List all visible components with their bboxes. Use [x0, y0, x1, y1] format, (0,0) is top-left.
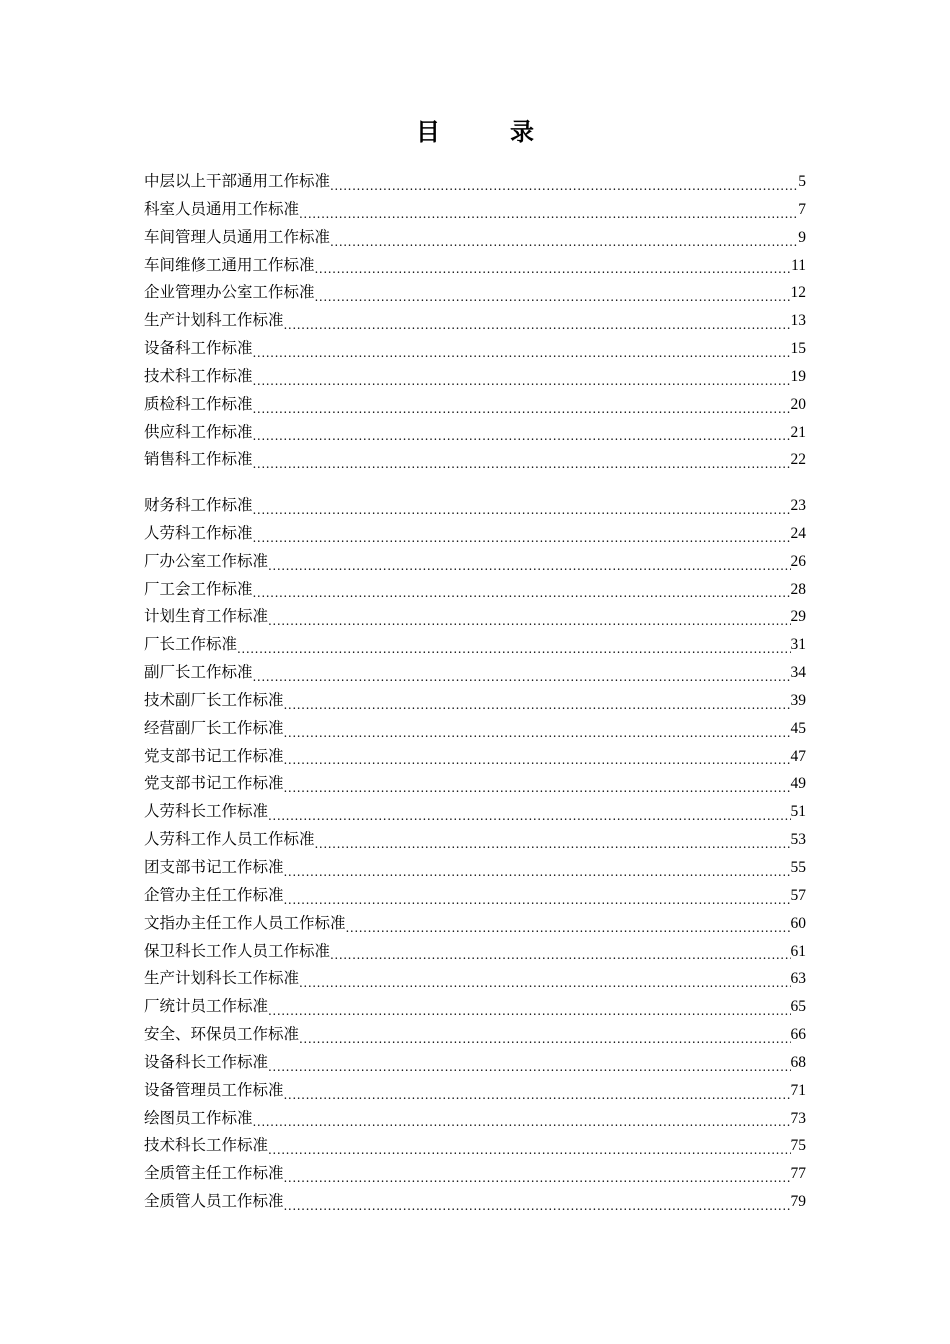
toc-entry-label: 党支部书记工作标准 — [144, 746, 284, 765]
toc-entry[interactable] — [144, 659, 806, 687]
toc-entry-label: 质检科工作标准 — [144, 394, 253, 413]
toc-entry[interactable] — [144, 743, 806, 771]
toc-entry[interactable] — [144, 826, 806, 854]
toc-dot-leader — [268, 1132, 790, 1160]
toc-dot-leader — [253, 659, 791, 687]
toc-entry-page-number: 63 — [790, 970, 806, 988]
toc-entry-label: 副厂长工作标准 — [144, 663, 253, 682]
toc-entry[interactable] — [144, 1160, 806, 1188]
toc-dot-leader — [299, 1021, 790, 1049]
toc-entry-page-number: 51 — [790, 803, 806, 821]
toc-entry[interactable] — [144, 1188, 806, 1216]
toc-entry[interactable] — [144, 687, 806, 715]
toc-entry-label: 车间维修工通用工作标准 — [144, 255, 315, 274]
toc-entry[interactable] — [144, 910, 806, 938]
toc-dot-leader — [268, 798, 790, 826]
toc-entry-page-number: 55 — [790, 858, 806, 876]
toc-group-second — [144, 492, 806, 1216]
page-title-char-1: 目 — [416, 117, 440, 146]
toc-entry-label: 厂办公室工作标准 — [144, 551, 269, 570]
toc-entry[interactable] — [144, 576, 806, 604]
toc-entry-label: 生产计划科长工作标准 — [144, 969, 300, 988]
toc-dot-leader — [253, 335, 791, 363]
toc-entry-page-number: 9 — [798, 228, 806, 246]
toc-entry[interactable] — [144, 603, 806, 631]
toc-dot-leader — [284, 715, 791, 743]
toc-entry[interactable] — [144, 938, 806, 966]
toc-entry-page-number: 73 — [790, 1109, 806, 1127]
toc-entry[interactable] — [144, 965, 806, 993]
toc-entry-label: 保卫科长工作人员工作标准 — [144, 941, 331, 960]
toc-entry-page-number: 47 — [790, 747, 806, 765]
toc-entry-label: 绘图员工作标准 — [144, 1108, 253, 1127]
toc-dot-leader — [330, 938, 790, 966]
toc-entry[interactable] — [144, 1021, 806, 1049]
toc-entry-label: 设备科长工作标准 — [144, 1052, 269, 1071]
toc-dot-leader — [253, 419, 791, 447]
toc-dot-leader — [253, 391, 791, 419]
toc-entry[interactable] — [144, 770, 806, 798]
toc-entry-label: 车间管理人员通用工作标准 — [144, 227, 331, 246]
toc-entry-page-number: 21 — [790, 423, 806, 441]
toc-entry[interactable] — [144, 446, 806, 474]
toc-entry-label: 安全、环保员工作标准 — [144, 1025, 300, 1044]
toc-entry-label: 中层以上干部通用工作标准 — [144, 172, 331, 190]
toc-entry-page-number: 60 — [790, 914, 806, 932]
toc-entry[interactable] — [144, 363, 806, 391]
toc-entry[interactable] — [144, 548, 806, 576]
toc-entry-page-number: 66 — [790, 1026, 806, 1044]
toc-entry-page-number: 28 — [790, 580, 806, 598]
toc-entry-label: 党支部书记工作标准 — [144, 774, 284, 793]
toc-entry-label: 文指办主任工作人员工作标准 — [144, 913, 346, 932]
toc-dot-leader — [315, 279, 791, 307]
toc-dot-leader — [299, 965, 790, 993]
toc-dot-leader — [299, 196, 798, 224]
toc-entry-label: 厂统计员工作标准 — [144, 997, 269, 1016]
toc-entry-page-number: 12 — [790, 284, 806, 302]
toc-dot-leader — [346, 910, 791, 938]
toc-entry-page-number: 7 — [798, 200, 806, 218]
toc-dot-leader — [315, 826, 791, 854]
toc-entry-page-number: 57 — [790, 886, 806, 904]
toc-dot-leader — [284, 1188, 791, 1216]
toc-dot-leader — [268, 603, 790, 631]
toc-entry-page-number: 49 — [790, 775, 806, 793]
toc-entry[interactable] — [144, 1077, 806, 1105]
toc-entry-label: 技术科工作标准 — [144, 366, 253, 385]
toc-entry-label: 人劳科工作标准 — [144, 523, 253, 542]
toc-dot-leader — [268, 993, 790, 1021]
toc-entry[interactable] — [144, 335, 806, 363]
toc-entry[interactable] — [144, 492, 806, 520]
toc-dot-leader — [284, 743, 791, 771]
toc-entry-label: 厂长工作标准 — [144, 635, 238, 654]
toc-entry[interactable] — [144, 631, 806, 659]
toc-dot-leader — [284, 1077, 791, 1105]
toc-entry[interactable] — [144, 1132, 806, 1160]
toc-entry[interactable] — [144, 168, 806, 196]
toc-dot-leader — [284, 687, 791, 715]
toc-entry-page-number: 19 — [790, 367, 806, 385]
toc-entry-label: 企业管理办公室工作标准 — [144, 283, 315, 302]
toc-entry-label: 人劳科长工作标准 — [144, 802, 269, 821]
toc-entry-page-number: 20 — [790, 395, 806, 413]
toc-entry-page-number: 22 — [790, 451, 806, 469]
toc-entry[interactable] — [144, 391, 806, 419]
toc-entry[interactable] — [144, 993, 806, 1021]
toc-entry-label: 计划生育工作标准 — [144, 607, 269, 626]
toc-entry-page-number: 79 — [790, 1193, 806, 1211]
toc-entry[interactable] — [144, 307, 806, 335]
toc-dot-leader — [284, 882, 791, 910]
toc-dot-leader — [284, 854, 791, 882]
toc-entry-label: 团支部书记工作标准 — [144, 857, 284, 876]
toc-entry[interactable] — [144, 196, 806, 224]
toc-entry-page-number: 13 — [790, 312, 806, 330]
toc-entry[interactable] — [144, 224, 806, 252]
toc-dot-leader — [284, 1160, 791, 1188]
toc-dot-leader — [268, 548, 790, 576]
toc-entry[interactable] — [144, 1049, 806, 1077]
toc-entry-page-number: 65 — [790, 998, 806, 1016]
toc-entry[interactable] — [144, 419, 806, 447]
toc-entry-label: 企管办主任工作标准 — [144, 885, 284, 904]
toc-entry[interactable] — [144, 882, 806, 910]
page-title — [0, 112, 950, 152]
toc-entry-label: 全质管人员工作标准 — [144, 1192, 284, 1211]
page-title-char-2: 录 — [510, 117, 534, 146]
toc-entry-page-number: 26 — [790, 552, 806, 570]
toc-dot-leader — [253, 446, 791, 474]
toc-entry[interactable] — [144, 798, 806, 826]
toc-dot-leader — [330, 168, 798, 196]
toc-entry-page-number: 29 — [790, 608, 806, 626]
toc-dot-leader — [253, 1105, 791, 1133]
toc-entry-label: 生产计划科工作标准 — [144, 311, 284, 330]
toc-entry-page-number: 5 — [798, 173, 806, 190]
toc-entry-label: 财务科工作标准 — [144, 496, 253, 514]
toc-entry[interactable] — [144, 520, 806, 548]
toc-entry-page-number: 53 — [790, 831, 806, 849]
toc-entry-label: 设备科工作标准 — [144, 339, 253, 358]
toc-entry-page-number: 15 — [790, 340, 806, 358]
toc-dot-leader — [284, 770, 791, 798]
toc-entry-page-number: 11 — [791, 256, 806, 274]
toc-entry-page-number: 45 — [790, 719, 806, 737]
toc-dot-leader — [268, 1049, 790, 1077]
toc-entry-label: 人劳科工作人员工作标准 — [144, 830, 315, 849]
toc-entry-page-number: 31 — [790, 636, 806, 654]
toc-entry-page-number: 77 — [790, 1165, 806, 1183]
toc-entry-label: 技术副厂长工作标准 — [144, 690, 284, 709]
toc-dot-leader — [315, 252, 792, 280]
toc-entry-label: 供应科工作标准 — [144, 422, 253, 441]
toc-entry-page-number: 61 — [790, 942, 806, 960]
toc-dot-leader — [253, 520, 791, 548]
toc-entry-page-number: 23 — [790, 497, 806, 514]
toc-entry-label: 厂工会工作标准 — [144, 579, 253, 598]
toc-entry-label: 销售科工作标准 — [144, 450, 253, 469]
toc-entry-page-number: 68 — [790, 1053, 806, 1071]
toc-entry-label: 技术科长工作标准 — [144, 1136, 269, 1155]
toc-entry[interactable] — [144, 854, 806, 882]
toc-entry[interactable] — [144, 252, 806, 280]
toc-dot-leader — [253, 576, 791, 604]
toc-entry-label: 科室人员通用工作标准 — [144, 199, 300, 218]
toc-entry-page-number: 71 — [790, 1081, 806, 1099]
toc-entry-label: 经营副厂长工作标准 — [144, 718, 284, 737]
toc-entry-label: 设备管理员工作标准 — [144, 1080, 284, 1099]
toc-dot-leader — [253, 363, 791, 391]
toc-dot-leader — [330, 224, 798, 252]
toc-entry-page-number: 75 — [790, 1137, 806, 1155]
toc-entry[interactable] — [144, 279, 806, 307]
toc-group-first — [144, 168, 806, 474]
toc-entry[interactable] — [144, 1105, 806, 1133]
toc-dot-leader — [237, 631, 790, 659]
toc-entry[interactable] — [144, 715, 806, 743]
toc-entry-label: 全质管主任工作标准 — [144, 1164, 284, 1183]
toc-entry-page-number: 39 — [790, 691, 806, 709]
toc-entry-page-number: 24 — [790, 524, 806, 542]
toc-entry-page-number: 34 — [790, 664, 806, 682]
toc-dot-leader — [253, 492, 791, 520]
toc-dot-leader — [284, 307, 791, 335]
